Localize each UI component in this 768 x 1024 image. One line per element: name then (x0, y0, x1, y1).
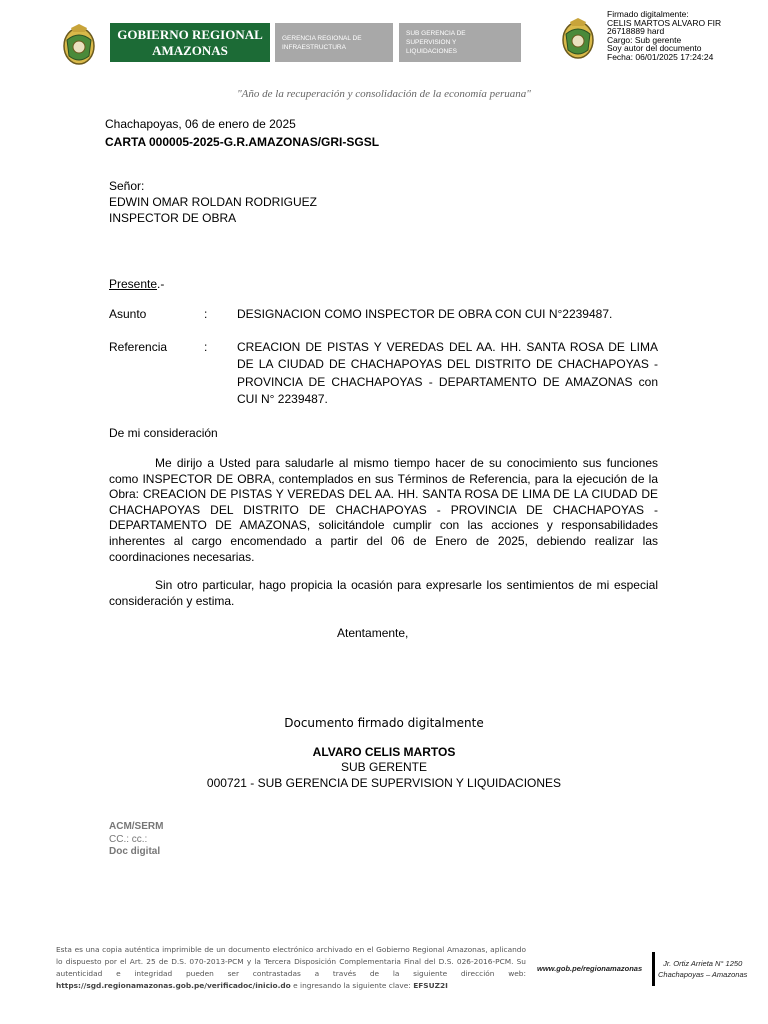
digital-signature-stamp (607, 10, 767, 62)
legal-text-1: Esta es una copia auténtica imprimible de un documento electrónico archivado en el Gobierno Regional Amazonas, aplicando lo dispuesto por el Art. 25 de D.S. 070-2013-PCM y la Tercera Disposición Complementaria Final del D.S. 026-2016-PCM. Su autenticidad e integridad pueden ser contrastadas a través de la siguiente dirección web: (56, 945, 526, 978)
signer-office: 000721 - SUB GERENCIA DE SUPERVISION Y LIQUIDACIONES (206, 776, 562, 790)
closing: Atentamente, (337, 626, 409, 640)
address-line2: Chachapoyas – Amazonas (658, 970, 748, 979)
initials: ACM/SERM (109, 821, 164, 832)
stamp-line3: 26718889 hard (607, 26, 665, 37)
gerencia-infraestructura-box (275, 23, 393, 62)
recipient-name: EDWIN OMAR ROLDAN RODRIGUEZ (109, 195, 318, 209)
presente-suffix: .- (157, 277, 165, 291)
referencia-text: CREACION DE PISTAS Y VEREDAS DEL AA. HH. SANTA ROSA DE LIMA DE LA CIUDAD DE CHACHAPOYAS DEL DISTRITO DE CHACHAPOYAS - PROVINCIA DE CHACHAPOYAS - DEPARTAMENTO DE AMAZONAS con CUI N° 2239487. (237, 340, 658, 406)
place-date: Chachapoyas, 06 de enero de 2025 (105, 117, 296, 131)
footer-address (658, 958, 747, 980)
referencia-label: Referencia (109, 340, 168, 354)
footer-divider (652, 952, 655, 986)
doc-digital: Doc digital (109, 846, 161, 857)
digitally-signed-note: Documento firmado digitalmente (284, 716, 484, 730)
asunto-text: DESIGNACION COMO INSPECTOR DE OBRA CON CUI N°2239487. (237, 307, 613, 321)
gobierno-regional-banner (110, 23, 270, 62)
asunto-colon: : (204, 307, 208, 321)
stamp-line2: CELIS MARTOS ALVARO FIR (607, 17, 722, 28)
recipient-block (109, 178, 317, 226)
footer-website[interactable]: www.gob.pe/regionamazonas (537, 964, 643, 973)
salutation: Señor: (109, 179, 145, 193)
cc-line: CC.: cc.: (109, 833, 148, 845)
stamp-line5: Soy autor del documento (607, 43, 702, 54)
address-line1: Jr. Ortiz Arrieta N° 1250 (663, 959, 743, 968)
greeting: De mi consideración (109, 426, 218, 440)
signer-position: SUB GERENTE (340, 760, 427, 774)
recipient-role: INSPECTOR DE OBRA (109, 211, 237, 225)
stamp-line6: Fecha: 06/01/2025 17:24:24 (607, 51, 714, 62)
referencia-colon: : (204, 340, 208, 354)
sub-gerencia-box (399, 23, 521, 62)
gov-title-line1: GOBIERNO REGIONAL (117, 26, 263, 42)
presente-word: Presente (109, 277, 158, 291)
box3-line1: SUB GERENCIA DE (406, 30, 466, 37)
box2-line1: GERENCIA REGIONAL DE (282, 34, 362, 42)
stamp-line1: Firmado digitalmente: (607, 9, 689, 19)
asunto-label: Asunto (109, 307, 147, 321)
reference-block (109, 821, 163, 859)
box2-line2: INFRAESTRUCTURA (282, 43, 346, 51)
regional-seal-right (556, 16, 600, 67)
body-paragraph-1: Me dirijo a Usted para saludarle al mismo tiempo hacer de su conocimiento sus funciones como INSPECTOR DE OBRA, contemplados en sus Términos de Referencia, para la ejecución de la Obra: CREACION DE PISTAS Y VEREDAS DEL AA. HH. SANTA ROSA DE LIMA DE LA CIUDAD DE CHACHAPOYAS DEL DISTRITO DE CHACHAPOYAS - PROVINCIA DE CHACHAPOYAS - DEPARTAMENTO DE AMAZONAS, solicitándole cumplir con las acciones y responsabilidades inherentes al cargo encomendado a partir del 06 de Enero de 2025, debiendo realizar las coordinaciones necesarias. (109, 456, 658, 564)
signer-name: ALVARO CELIS MARTOS (312, 745, 456, 759)
letter-code: CARTA 000005-2025-G.R.AMAZONAS/GRI-SGSL (105, 135, 380, 149)
footer-legal-notice (56, 944, 526, 992)
verification-key: EFSUZ2I (413, 981, 448, 990)
box3-line3: LIQUIDACIONES (406, 48, 457, 55)
body-paragraph-2: Sin otro particular, hago propicia la ocasión para expresarle los sentimientos de mi especial consideración y estima. (109, 578, 658, 608)
box3-line2: SUPERVISION Y (406, 39, 457, 46)
gov-title-line2: AMAZONAS (152, 42, 228, 58)
legal-text-2: e ingresando la siguiente clave: (290, 981, 414, 990)
stamp-line4: Cargo: Sub gerente (607, 34, 682, 45)
year-motto: "Año de la recuperación y consolidación de la economía peruana" (237, 88, 531, 100)
presente (109, 276, 164, 292)
regional-seal-left (57, 22, 101, 73)
verification-url[interactable]: https://sgd.regionamazonas.gob.pe/verificadoc/inicio.do (56, 981, 291, 990)
